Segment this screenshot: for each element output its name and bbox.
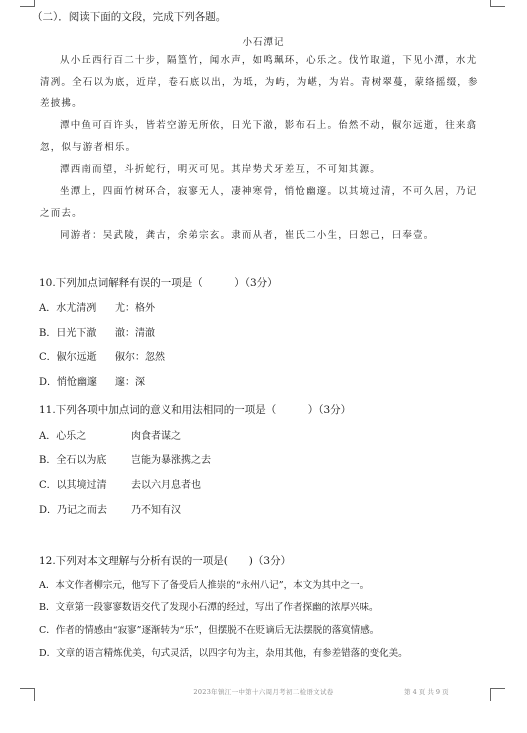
question-10-option-a: A．水尤清冽 尤：格外 bbox=[39, 303, 155, 314]
question-10-option-d: D．悄怆幽邃 邃：深 bbox=[39, 377, 145, 388]
question-12-option-d: D．文章的语言精炼优美，句式灵活，以四字句为主，杂用其他，有参差错落的变化美。 bbox=[39, 648, 408, 659]
passage-paragraph-4: 坐潭上，四面竹树环合，寂寥无人，凄神寒骨，悄怆幽邃。以其境过清，不可久居，乃记之而去。 bbox=[40, 186, 478, 219]
question-12-option-a: A．本文作者柳宗元，他写下了备受后人推崇的“永州八记”，本文为其中之一。 bbox=[39, 580, 370, 591]
section-heading: （二）．阅读下面的文段，完成下列各题。 bbox=[32, 11, 227, 23]
question-11-stem: 11.下列各项中加点词的意义和用法相同的一项是（ ）（3分） bbox=[39, 404, 352, 416]
passage-paragraph-2: 潭中鱼可百许头，皆若空游无所依，日光下澈，影布石上。佁然不动，俶尔远逝，往来翕忽，似与游者相乐。 bbox=[40, 120, 478, 153]
crop-mark-top-right bbox=[490, 0, 505, 7]
question-12-option-b: B．文章第一段寥寥数语交代了发现小石潭的经过，写出了作者探幽的浓厚兴味。 bbox=[39, 602, 379, 613]
question-11-option-c: C．以其境过清 去以六月息者也 bbox=[39, 480, 201, 491]
question-10-stem: 10.下列加点词解释有误的一项是（ ）（3分） bbox=[39, 277, 278, 289]
footer-page-number: 第 4 页 共 9 页 bbox=[404, 688, 449, 696]
passage-paragraph-3: 潭西南而望，斗折蛇行，明灭可见。其岸势犬牙差互，不可知其源。 bbox=[60, 164, 382, 175]
passage-paragraph-1: 从小丘西行百二十步，隔篁竹，闻水声，如鸣珮环，心乐之。伐竹取道，下见小潭，水尤清冽。全石以为底，近岸，卷石底以出，为坻，为屿，为嵁，为岩。青树翠蔓，蒙络摇缀，参差披拂。 bbox=[40, 55, 479, 109]
question-11-option-a: A．心乐之 肉食者谋之 bbox=[39, 431, 181, 442]
question-12-option-c: C．作者的情感由“寂寥”逐渐转为“乐”，但摆脱不在贬谪后无法摆脱的落寞情感。 bbox=[39, 625, 380, 636]
passage-title: 小石潭记 bbox=[242, 37, 285, 48]
question-11-option-b: B．全石以为底 岂能为暴涨携之去 bbox=[39, 455, 211, 466]
question-10-option-c: C．俶尔远逝 俶尔：忽然 bbox=[39, 352, 165, 363]
crop-mark-top-left bbox=[20, 0, 35, 7]
question-12-stem: 12.下列对本文理解与分析有误的一项是( )（3分） bbox=[39, 555, 292, 567]
passage-paragraph-5: 同游者：吴武陵，龚古，余弟宗玄。隶而从者，崔氏二小生，曰恕己，曰奉壹。 bbox=[60, 230, 435, 241]
question-11-option-d: D．乃记之而去 乃不知有汉 bbox=[39, 505, 181, 516]
question-10-option-b: B．日光下澈 澈：清澈 bbox=[39, 328, 155, 339]
footer-exam-title: 2023年镇江一中第十六周月考初二检语文试卷 bbox=[193, 688, 334, 696]
